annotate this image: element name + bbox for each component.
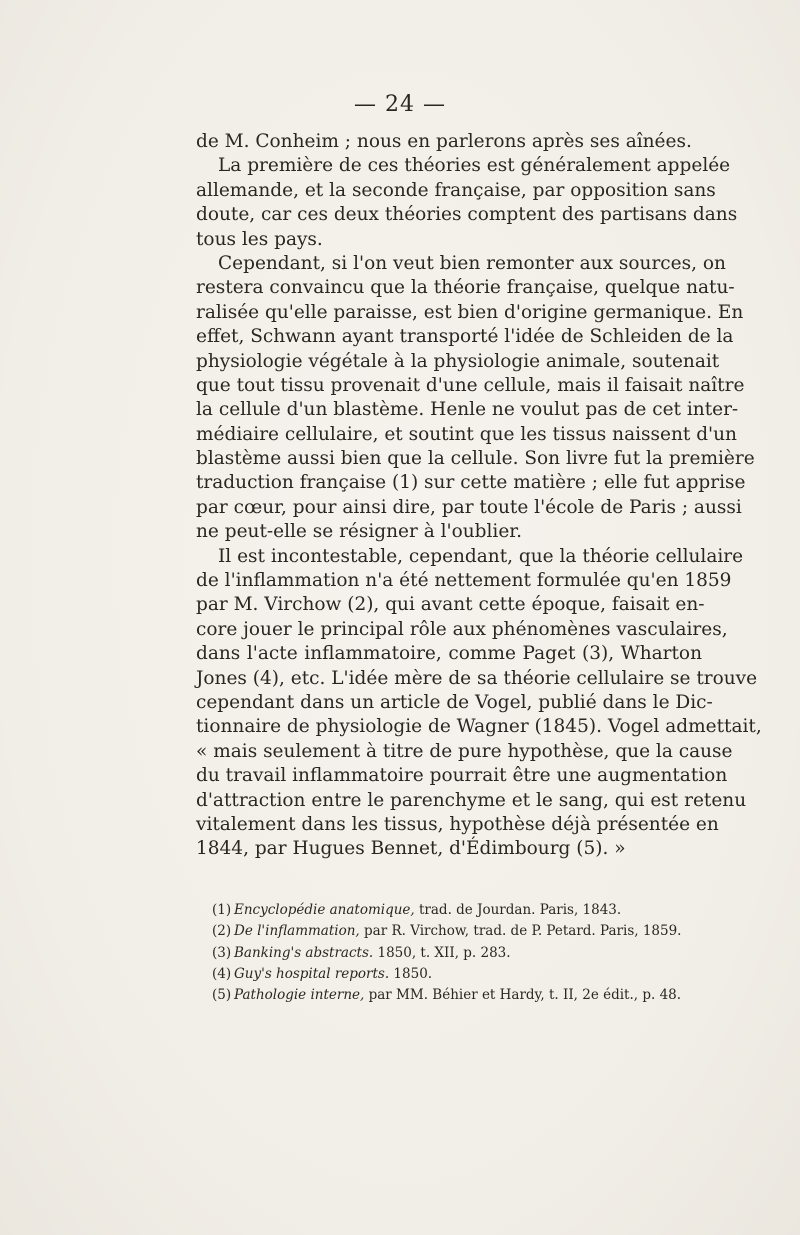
footnote-details: par R. Virchow, trad. de P. Petard. Paris, 1859. [359,923,682,940]
footnote-number: (5) [212,987,232,1004]
footnote-number: (2) [212,923,232,940]
text-line: La première de ces théories est généralement appelée [218,155,731,177]
text-line: blastème aussi bien que la cellule. Son livre fut la première [196,448,755,470]
text-line: core jouer le principal rôle aux phénomènes vasculaires, [196,618,728,640]
footnote-number: (1) [212,902,232,918]
text-line: dans l'acte inflammatoire, comme Paget (3), Wharton [196,643,702,665]
text-line: Cependant, si l'on veut bien remonter aux sources, on [218,252,726,274]
text-line: médiaire cellulaire, et soutint que les tissus naissent d'un [196,423,737,445]
text-line: effet, Schwann ayant transporté l'idée de Schleiden de la [196,326,734,348]
footnote-details: trad. de Jourdan. Paris, 1843. [414,902,622,918]
page-number: — 24 — [354,92,446,117]
text-line: 1844, par Hugues Bennet, d'Édimbourg (5). » [196,838,626,860]
text-line: par M. Virchow (2), qui avant cette époque, faisait en- [196,594,705,616]
footnotes [212,900,712,1006]
footnote [212,943,712,964]
text-line: ne peut-elle se résigner à l'oublier. [196,521,522,543]
footnote-work-title: De l'inflammation, [234,923,360,940]
footnote [212,985,712,1006]
footnote-work-title: Pathologie interne, [234,987,365,1004]
text-line: tous les pays. [196,228,323,250]
footnote [212,921,712,942]
text-line: tionnaire de physiologie de Wagner (1845). Vogel admettait, [196,716,762,738]
text-line: que tout tissu provenait d'une cellule, mais il faisait naître [196,374,745,396]
footnote-details: 1850, t. XII, p. 283. [373,944,511,961]
text-line: vitalement dans les tissus, hypothèse déjà présentée en [196,813,719,835]
footnote-work-title: Encyclopédie anatomique, [234,902,415,918]
footnote-number: (4) [212,965,232,982]
text-line: de M. Conheim ; nous en parlerons après ses aînées. [196,131,692,152]
text-line: ralisée qu'elle paraisse, est bien d'origine germanique. En [196,301,744,323]
text-line: Jones (4), etc. L'idée mère de sa théorie cellulaire se trouve [196,667,758,689]
text-line: restera convaincu que la théorie française, quelque natu- [196,277,735,299]
text-line: « mais seulement à titre de pure hypothèse, que la cause [196,740,733,762]
footnote-details: par MM. Béhier et Hardy, t. II, 2e édit., p. 48. [364,987,682,1004]
body-text [196,130,762,862]
text-line: d'attraction entre le parenchyme et le sang, qui est retenu [196,789,747,811]
footnote-number: (3) [212,944,232,961]
text-line: la cellule d'un blastème. Henle ne voulut pas de cet inter- [196,399,739,421]
text-line: de l'inflammation n'a été nettement formulée qu'en 1859 [196,570,732,592]
text-line: du travail inflammatoire pourrait être une augmentation [196,765,728,787]
footnote [212,964,712,985]
text-line: par cœur, pour ainsi dire, par toute l'école de Paris ; aussi [196,496,742,518]
text-line: physiologie végétale à la physiologie animale, soutenait [196,350,720,372]
footnote-details: 1850. [389,965,433,982]
footnote-work-title: Guy's hospital reports. [234,965,390,982]
text-line: doute, car ces deux théories comptent des partisans dans [196,204,738,226]
text-line: Il est incontestable, cependant, que la théorie cellulaire [218,545,744,567]
text-line: allemande, et la seconde française, par opposition sans [196,179,716,201]
text-line: cependant dans un article de Vogel, publié dans le Dic- [196,691,713,713]
text-line: traduction française (1) sur cette matière ; elle fut apprise [196,472,746,494]
footnote [212,900,712,921]
footnote-work-title: Banking's abstracts. [234,944,374,961]
